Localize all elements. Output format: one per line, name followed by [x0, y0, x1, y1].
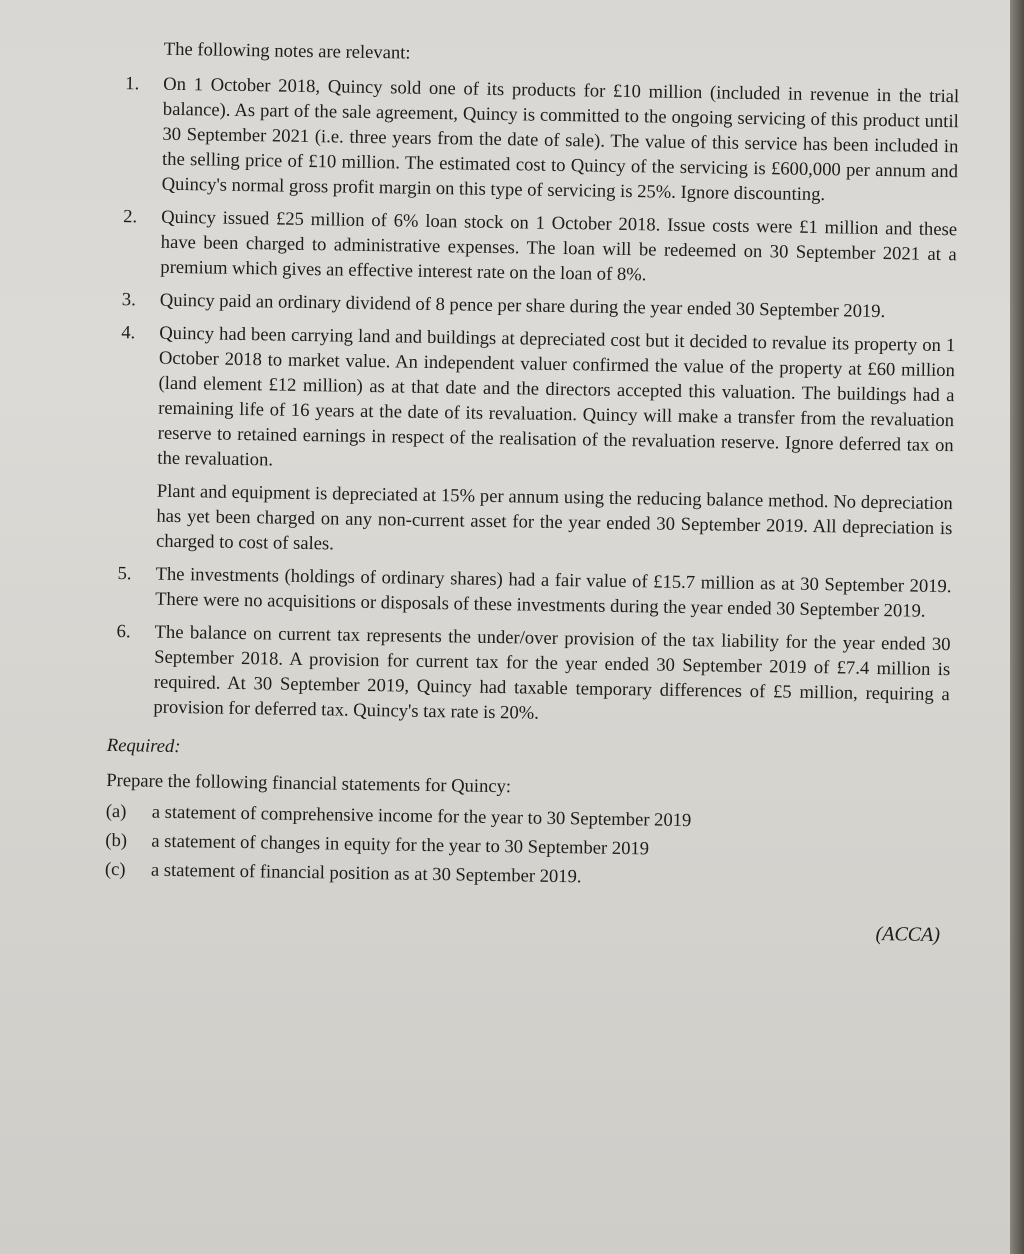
note-text: Quincy issued £25 million of 6% loan stock on 1 October 2018. Issue costs were £1 million and these have been charged to administrative expenses. The loan will be redeemed on 30 September 2021 at a premium which gives an effective interest rate on the loan of 8%.	[160, 206, 958, 286]
required-heading: Required:	[106, 734, 181, 758]
note-number: 5.	[117, 563, 132, 585]
requirement-text: a statement of financial position as at 30 September 2019.	[150, 859, 582, 888]
source-attribution: (ACCA)	[875, 923, 941, 947]
page-edge-shadow	[1010, 0, 1024, 1254]
requirement-text: a statement of comprehensive income for the year to 30 September 2019	[151, 801, 692, 832]
note-6	[107, 619, 950, 732]
note-number: 2.	[122, 206, 138, 228]
requirement-label: (a)	[105, 800, 127, 823]
requirement-text: a statement of changes in equity for the year to 30 September 2019	[151, 830, 650, 860]
note-text: The balance on current tax represents the under/over provision of the tax liability for the year ended 30 September 2018. A provision for current tax for the year ended 30 September 2019 of £7.4 million is required. At 30 September 2019, Quincy had taxable temporary differences of £5 million, requiring a provision for deferred tax. Quincy's tax rate is 20%.	[153, 621, 951, 724]
notes-intro: The following notes are relevant:	[163, 38, 411, 64]
note-text: Quincy paid an ordinary dividend of 8 pence per share during the year ended 30 September 2019.	[159, 289, 886, 323]
requirement-label: (c)	[104, 858, 126, 881]
prepare-instruction: Prepare the following financial statements for Quincy:	[106, 769, 512, 798]
note-3	[114, 287, 956, 325]
page-content	[104, 36, 960, 948]
note-number: 4.	[121, 322, 136, 344]
note-5	[109, 561, 952, 624]
note-4	[111, 320, 955, 483]
note-2	[114, 204, 957, 292]
note-number: 6.	[116, 621, 131, 643]
note-number: 3.	[121, 289, 136, 311]
note-4-depreciation-paragraph: Plant and equipment is depreciated at 15% per annum using the reducing balance method. No depreciation has yet been charged on any non-current asset for the year ended 30 September 2019. All depreciation is charged to cost of sales.	[155, 480, 953, 555]
note-text: The investments (holdings of ordinary shares) had a fair value of £15.7 million as at 30 September 2019. There were no acquisitions or disposals of these investments during the year ended 30 September 2019.	[154, 563, 952, 622]
note-text: Quincy had been carrying land and buildings at depreciated cost but it decided to revalue its property on 1 October 2018 to market value. An independent valuer confirmed the value of the property at £60 million (land element £12 million) as at that date and the directors accepted this valuation. The buildings had a remaining life of 16 years at the date of its revaluation. Quincy will make a transfer from the revaluation reserve to retained earnings in respect of the realisation of the revaluation reserve. Ignore deferred tax on the revaluation.	[157, 322, 956, 471]
note-text: On 1 October 2018, Quincy sold one of its products for £10 million (included in revenue in the trial balance). As part of the sale agreement, Quincy is committed to the ongoing servicing of this product until 30 September 2021 (i.e. three years from the date of sale). The value of this service has been included in the selling price of £10 million. The estimated cost to Quincy of the servicing is £600,000 per annum and Quincy's normal gross profit margin on this type of servicing is 25%. Ignore discounting.	[161, 73, 960, 206]
note-number: 1.	[125, 73, 140, 95]
note-1	[115, 71, 959, 209]
requirement-label: (b)	[105, 829, 128, 852]
